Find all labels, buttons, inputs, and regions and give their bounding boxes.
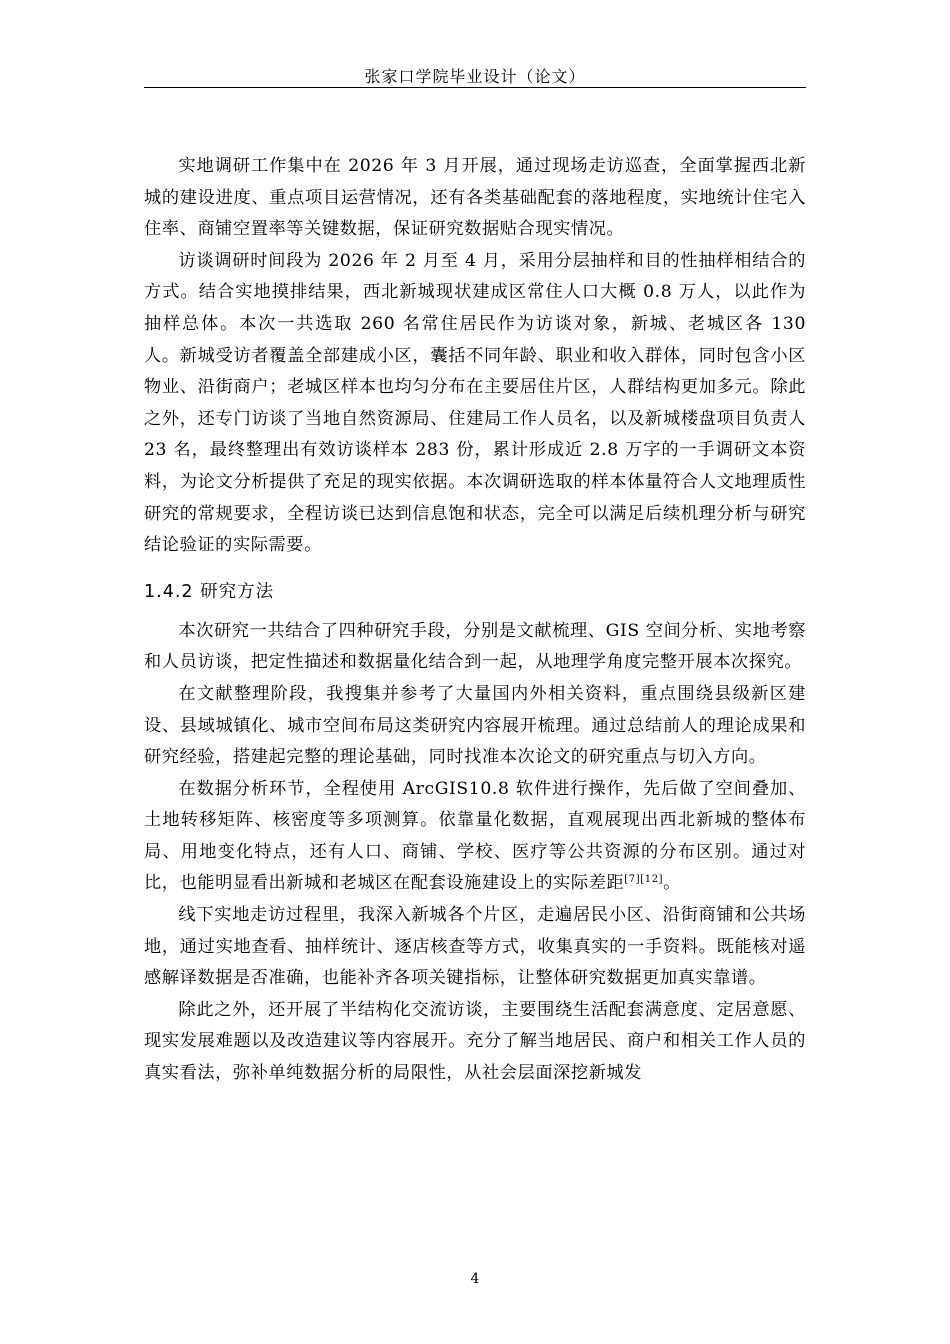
- paragraph-field-visit: 线下实地走访过程里，我深入新城各个片区，走遍居民小区、沿街商铺和公共场地，通过实地查看、抽样统计、逐店核查等方式，收集真实的一手资料。既能核对遥感解译数据是否准确，也能补齐各项关键指标，让整体研究数据更加真实靠谱。: [144, 905, 806, 989]
- page-header-title: 张家口学院毕业设计（论文）: [364, 67, 586, 86]
- header-divider: [144, 87, 806, 88]
- paragraph-literature-review: 在文献整理阶段，我搜集并参考了大量国内外相关资料，重点围绕县级新区建设、县域城镇化、城市空间布局这类研究内容展开梳理。通过总结前人的理论成果和研究经验，搭建起完整的理论基础，同时找准本次论文的研究重点与切入方向。: [144, 683, 806, 768]
- page-number: 4: [470, 1271, 480, 1287]
- paragraph-methods-overview: 本次研究一共结合了四种研究手段，分别是文献梳理、GIS 空间分析、实地考察和人员访谈，把定性描述和数据量化结合到一起，从地理学角度完整开展本次探究。: [144, 620, 806, 673]
- citation-reference: [7][12]: [624, 874, 664, 886]
- paragraph-field-survey: 实地调研工作集中在 2026 年 3 月开展，通过现场走访巡查，全面掌握西北新城的建设进度、重点项目运营情况，还有各类基础配套的落地程度，实地统计住宅入住率、商铺空置率等关键数据，保证研究数据贴合现实情况。: [144, 156, 806, 240]
- paragraph-data-analysis: [144, 774, 806, 900]
- paragraph-data-analysis-end: 。: [663, 873, 681, 894]
- paragraph-data-analysis-text: 在数据分析环节，全程使用 ArcGIS10.8 软件进行操作，先后做了空间叠加、土地转移矩阵、核密度等多项测算。依靠量化数据，直观展现出西北新城的整体布局、用地变化特点，还有人口、商铺、学校、医疗等公共资源的分布区别。通过对比，也能明显看出新城和老城区在配套设施建设上的实际差距: [144, 778, 806, 894]
- body-text: [144, 151, 806, 1090]
- section-heading: 1.4.2 研究方法: [144, 581, 275, 602]
- paragraph-interview-survey: 访谈调研时间段为 2026 年 2 月至 4 月，采用分层抽样和目的性抽样相结合的方式。结合实地摸排结果，西北新城现状建成区常住人口大概 0.8 万人，以此作为抽样总体。本次一共选取 260 名常住居民作为访谈对象，新城、老城区各 130 人。新城受访者覆盖全部建成小区，囊括不同年龄、职业和收入群体，同时包含小区物业、沿街商户；老城区样本也均匀分布在主要居住片区，人群结构更加多元。除此之外，还专门访谈了当地自然资源局、住建局工作人员名，以及新城楼盘项目负责人 23 名，最终整理出有效访谈样本 283 份，累计形成近 2.8 万字的一手调研文本资料，为论文分析提供了充足的现实依据。本次调研选取的样本体量符合人文地理质性研究的常规要求，全程访谈已达到信息饱和状态，完全可以满足后续机理分析与研究结论验证的实际需要。: [144, 250, 806, 556]
- paragraph-interviews: 除此之外，还开展了半结构化交流访谈，主要围绕生活配套满意度、定居意愿、现实发展难题以及改造建议等内容展开。充分了解当地居民、商户和相关工作人员的真实看法，弥补单纯数据分析的局限性，从社会层面深挖新城发: [144, 999, 806, 1084]
